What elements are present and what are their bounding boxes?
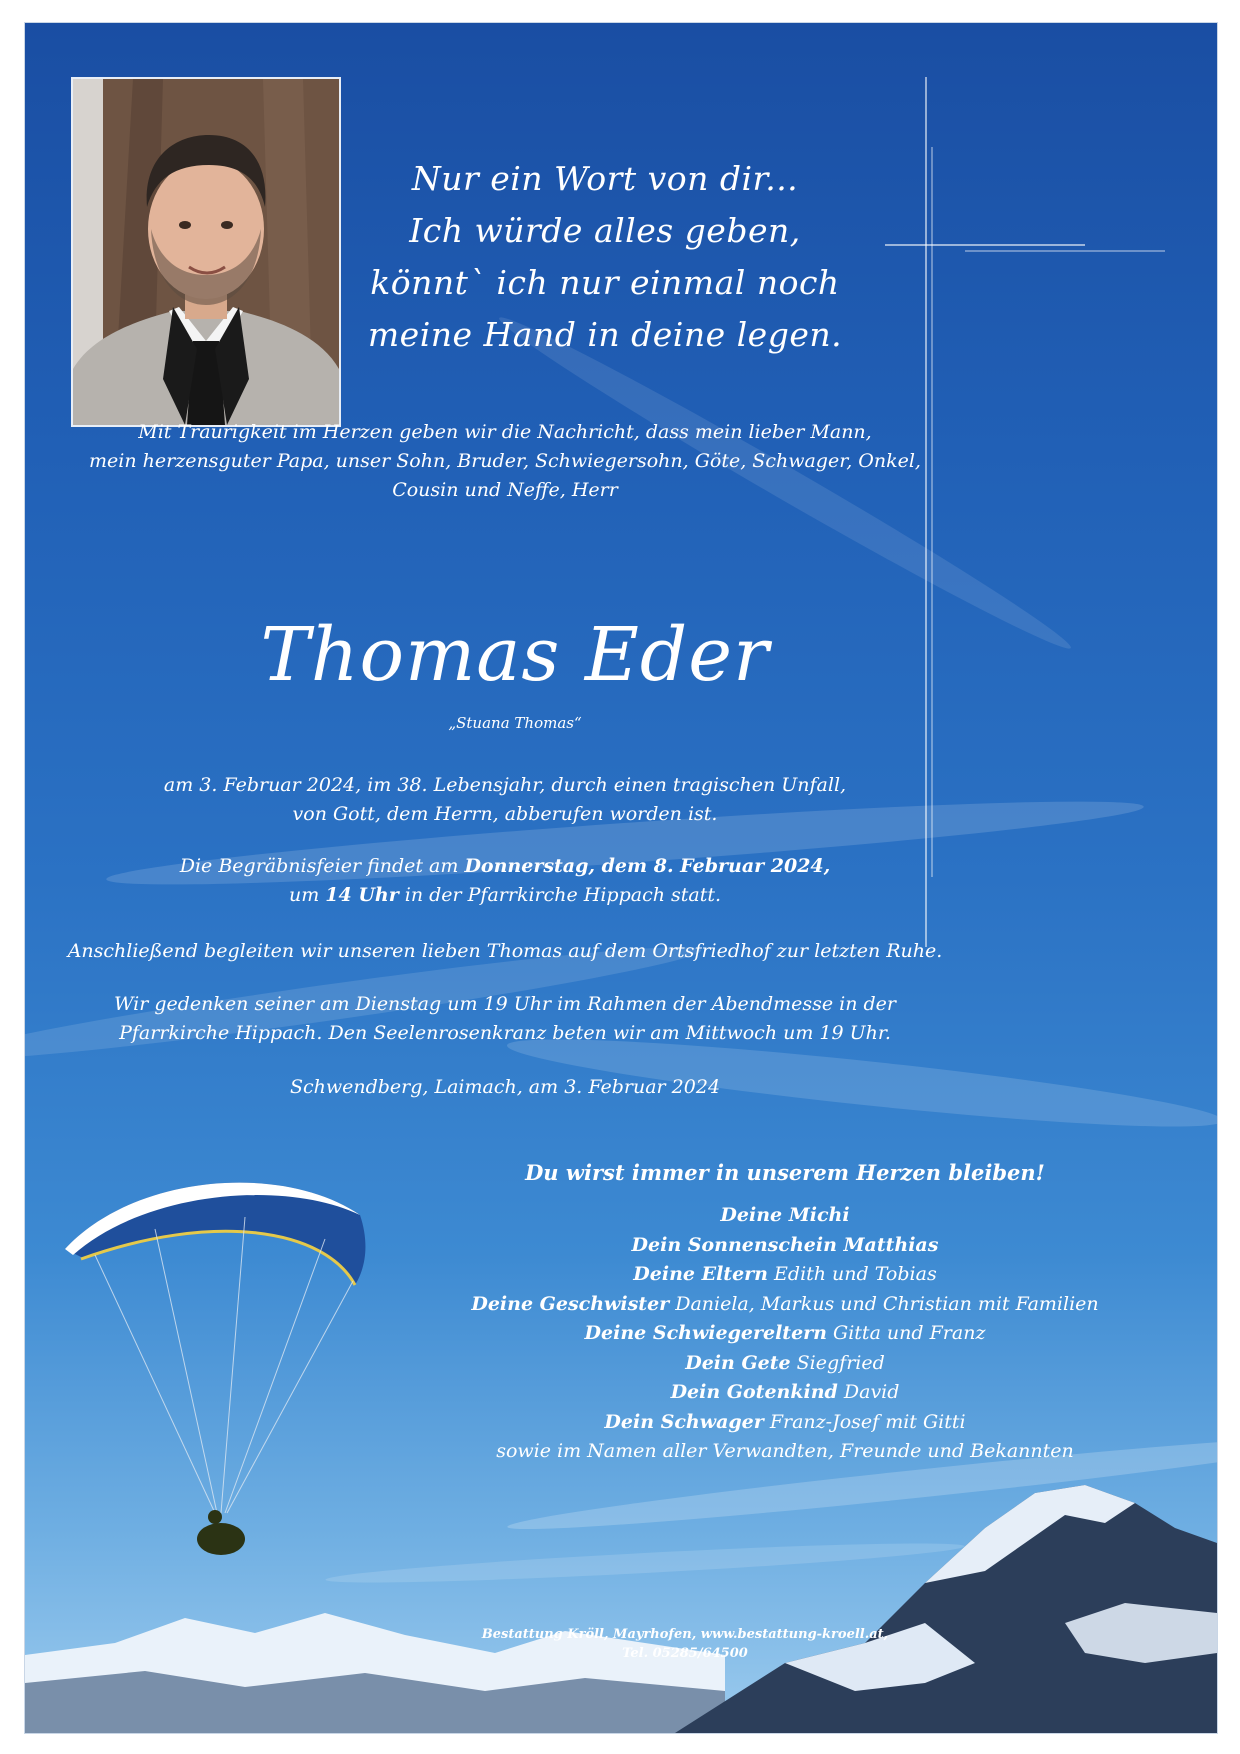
mourner-relation: Dein Gotenkind bbox=[670, 1381, 838, 1403]
mourner-line bbox=[465, 1349, 1105, 1379]
burial-line: Anschließend begleiten wir unseren lieben Thomas auf dem Ortsfriedhof zur letzten Ruhe. bbox=[67, 940, 943, 962]
place-date bbox=[85, 1073, 925, 1102]
mourner-line bbox=[465, 1231, 1105, 1261]
mourner-line bbox=[465, 1378, 1105, 1408]
mourner-names: David bbox=[837, 1381, 900, 1403]
closing-heading: Du wirst immer in unserem Herzen bleiben! bbox=[525, 1160, 1045, 1185]
cross-icon bbox=[885, 77, 1165, 977]
portrait-photo bbox=[71, 77, 341, 427]
mourner-relation: Dein Sonnenschein Matthias bbox=[631, 1233, 939, 1256]
funeral-time-prefix: um bbox=[288, 884, 326, 906]
mourner-line bbox=[465, 1319, 1105, 1349]
intro-line: mein herzensguter Papa, unser Sohn, Bruder, Schwiegersohn, Göte, Schwager, Onkel, bbox=[89, 450, 921, 472]
mourner-relation: Deine Schwiegereltern bbox=[584, 1322, 827, 1344]
mourners-list bbox=[465, 1201, 1105, 1467]
death-text bbox=[85, 771, 925, 829]
mourner-line bbox=[465, 1260, 1105, 1290]
death-line: am 3. Februar 2024, im 38. Lebensjahr, durch einen tragischen Unfall, bbox=[163, 774, 847, 796]
place-date-line: Schwendberg, Laimach, am 3. Februar 2024 bbox=[289, 1076, 721, 1098]
funeral-home-footer bbox=[445, 1625, 925, 1663]
poem-line: könnt` ich nur einmal noch bbox=[370, 263, 840, 302]
mourner-names: Siegfried bbox=[790, 1351, 885, 1374]
mourner-relation: Deine Geschwister bbox=[471, 1292, 670, 1315]
mourner-names: sowie im Namen aller Verwandten, Freunde und Bekannten bbox=[496, 1440, 1074, 1462]
memorial-line: Pfarrkirche Hippach. Den Seelenrosenkranz beten wir am Mittwoch um 19 Uhr. bbox=[119, 1022, 891, 1044]
mourner-line bbox=[465, 1408, 1105, 1438]
funeral-date: Donnerstag, dem 8. Februar 2024, bbox=[464, 855, 831, 877]
burial-text bbox=[45, 937, 965, 966]
mourner-line bbox=[465, 1437, 1105, 1467]
mourner-relation: Dein Gete bbox=[685, 1351, 791, 1374]
footer-line-2: Tel. 05285/64500 bbox=[622, 1646, 748, 1661]
poem-line: meine Hand in deine legen. bbox=[367, 315, 843, 354]
funeral-time: 14 Uhr bbox=[325, 884, 399, 906]
mourner-names: Edith und Tobias bbox=[768, 1263, 937, 1285]
footer-line-1: Bestattung Kröll, Mayrhofen, www.bestattung-kroell.at, bbox=[481, 1627, 889, 1642]
mourner-relation: Deine Eltern bbox=[633, 1263, 768, 1285]
memorial-line: Wir gedenken seiner am Dienstag um 19 Uhr im Rahmen der Abendmesse in der bbox=[113, 993, 897, 1015]
poem-line: Nur ein Wort von dir... bbox=[411, 159, 799, 198]
funeral-line-1 bbox=[85, 852, 925, 881]
death-line: von Gott, dem Herrn, abberufen worden ist. bbox=[292, 803, 718, 825]
mourner-names: Franz-Josef mit Gitti bbox=[763, 1410, 966, 1433]
mourner-relation: Dein Schwager bbox=[604, 1410, 764, 1433]
paraglider bbox=[65, 1183, 365, 1555]
deceased-name: Thomas Eder bbox=[260, 612, 770, 698]
intro-line: Cousin und Neffe, Herr bbox=[392, 479, 618, 501]
mourner-names: Daniela, Markus und Christian mit Familien bbox=[669, 1292, 1099, 1315]
poem bbox=[355, 153, 855, 361]
intro-text bbox=[65, 418, 945, 505]
obituary-card bbox=[24, 22, 1218, 1734]
funeral-text bbox=[85, 852, 925, 910]
mourner-names: Gitta und Franz bbox=[827, 1322, 986, 1344]
mourner-line bbox=[465, 1290, 1105, 1320]
funeral-line-2 bbox=[85, 881, 925, 910]
memorial-text bbox=[65, 990, 945, 1048]
deceased-nickname: „Stuana Thomas“ bbox=[448, 714, 582, 732]
funeral-location: in der Pfarrkirche Hippach statt. bbox=[398, 884, 722, 906]
mourner-relation: Deine Michi bbox=[720, 1204, 850, 1226]
intro-line: Mit Traurigkeit im Herzen geben wir die Nachricht, dass mein lieber Mann, bbox=[138, 421, 872, 443]
poem-line: Ich würde alles geben, bbox=[409, 211, 801, 250]
funeral-prefix: Die Begräbnisfeier findet am bbox=[179, 855, 465, 877]
mourner-line bbox=[465, 1201, 1105, 1231]
